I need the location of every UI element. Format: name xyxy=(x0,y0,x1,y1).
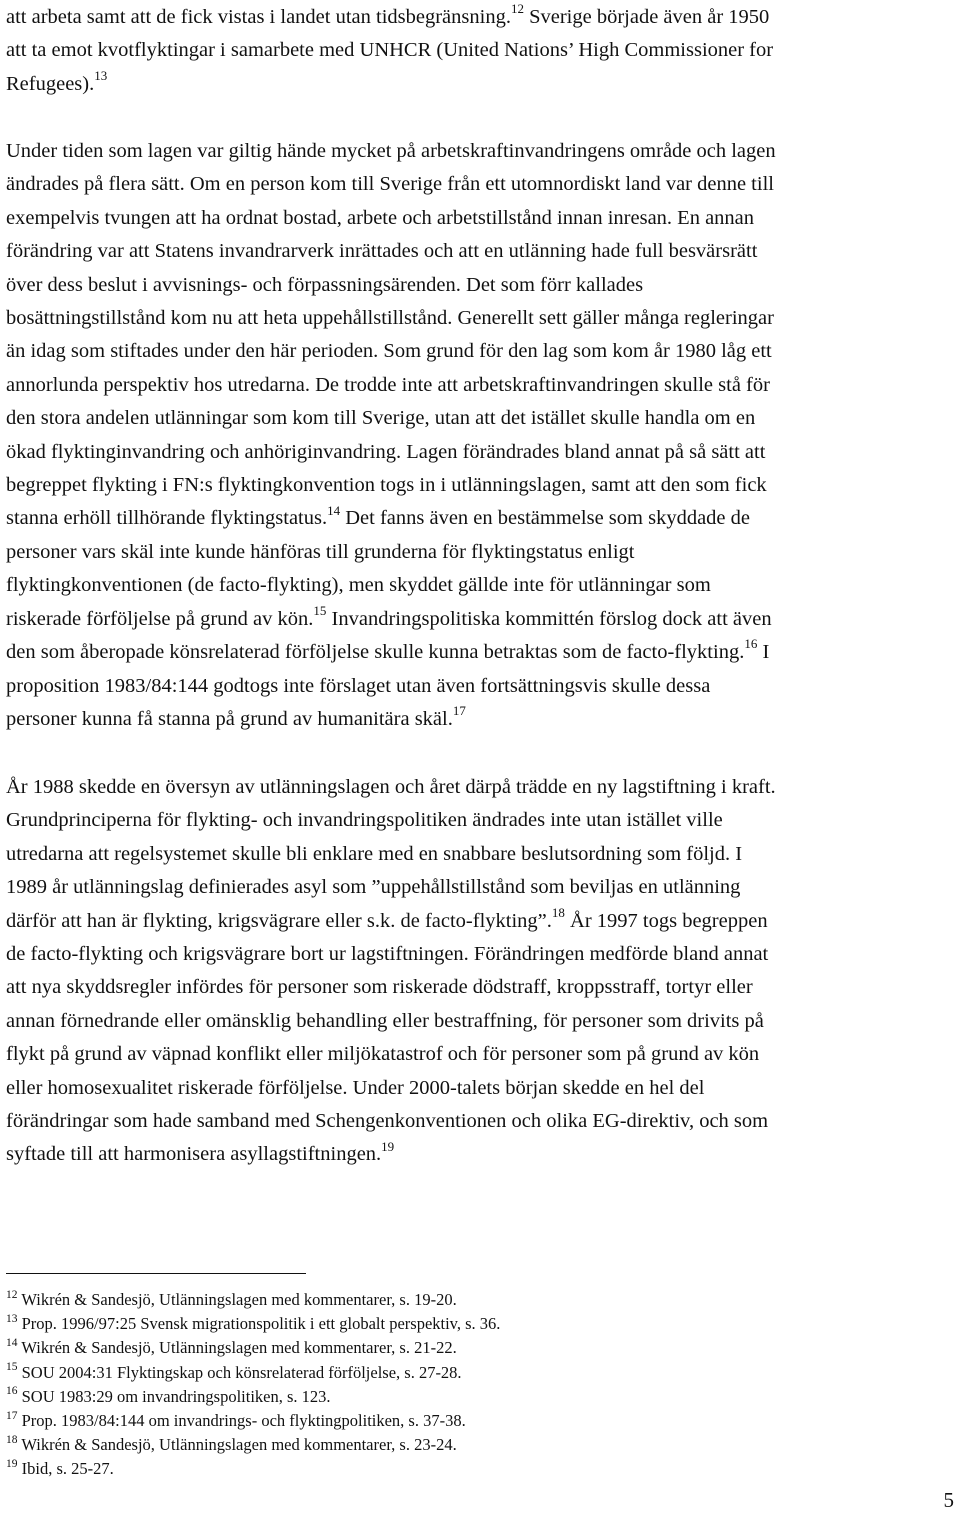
text-line xyxy=(6,703,954,736)
footnote-ref[interactable]: 18 xyxy=(551,904,565,920)
footnote-item xyxy=(6,1433,500,1457)
text-segment: proposition 1983/84:144 godtogs inte förslaget utan även fortsättningsvis skulle dessa xyxy=(6,674,711,697)
text-segment: de facto-flykting och krigsvägrare bort ur lagstiftningen. Förändringen medförde bland annat xyxy=(6,943,769,966)
footnote-ref[interactable]: 14 xyxy=(327,502,341,518)
text-segment: syftade till att harmonisera asyllagstiftningen. xyxy=(6,1143,382,1166)
text-segment: ändrades på flera sätt. Om en person kom till Sverige från ett utomnordiskt land var denne till xyxy=(6,173,774,196)
footnote-item xyxy=(6,1288,500,1312)
text-segment: Grundprinciperna för flykting- och invandringspolitiken ändrades inte utan istället ville xyxy=(6,809,723,832)
paragraph-3 xyxy=(6,771,954,1172)
text-line xyxy=(6,636,954,669)
footnote-ref[interactable]: 12 xyxy=(510,1,524,17)
text-line xyxy=(6,168,954,201)
text-line xyxy=(6,804,954,837)
text-segment: flykt på grund av väpnad konflikt eller miljökatastrof och för personer som på grund av kön xyxy=(6,1043,760,1066)
paragraph-1 xyxy=(6,1,954,101)
footnote-number: 18 xyxy=(6,1433,18,1446)
text-line xyxy=(6,670,954,703)
text-segment: att nya skyddsregler infördes för personer som riskerade dödstraff, kroppsstraff, tortyr eller xyxy=(6,976,753,999)
text-line xyxy=(6,1038,954,1071)
footnote-text: Wikrén & Sandesjö, Utlänningslagen med kommentarer, s. 21-22. xyxy=(17,1338,457,1358)
text-segment: förändringar som hade samband med Schengenkonventionen och olika EG-direktiv, och som xyxy=(6,1110,769,1133)
text-line xyxy=(6,202,954,235)
text-segment: den som åberopade könsrelaterad förföljelse skulle kunna betraktas som de facto-flykting. xyxy=(6,641,745,664)
footnote-text: Prop. 1983/84:144 om invandrings- och flyktingpolitiken, s. 37-38. xyxy=(17,1411,466,1431)
text-line xyxy=(6,1105,954,1138)
text-line xyxy=(6,905,954,938)
footnote-text: Wikrén & Sandesjö, Utlänningslagen med kommentarer, s. 19-20. xyxy=(17,1290,457,1309)
text-line xyxy=(6,569,954,602)
text-line xyxy=(6,771,954,804)
footnote-number: 16 xyxy=(6,1385,18,1398)
text-segment: 1989 år utlänningslag definierades asyl som ”uppehållstillstånd som beviljas en utlänning xyxy=(6,876,741,899)
footnote-ref[interactable]: 19 xyxy=(381,1138,395,1154)
text-segment: att arbeta samt att de fick vistas i landet utan tidsbegränsning. xyxy=(6,6,511,28)
text-line xyxy=(6,1,954,34)
footnote-item xyxy=(6,1409,500,1433)
text-segment: annan förnedrande eller omänsklig behandling eller bestraffning, för personer som drivits på xyxy=(6,1009,764,1032)
text-segment: förändring var att Statens invandrarverk inrättades och att en utlänning hade full besvärsrätt xyxy=(6,240,758,263)
footnote-item xyxy=(6,1385,500,1409)
footnote-text: Ibid, s. 25-27. xyxy=(17,1459,114,1479)
text-segment: Det fanns även en bestämmelse som skyddade de xyxy=(340,507,750,530)
text-segment: annorlunda perspektiv hos utredarna. De trodde inte att arbetskraftinvandringen skulle stå för xyxy=(6,373,770,396)
text-segment: Invandringspolitiska kommittén förslog dock att även xyxy=(326,607,772,630)
footnote-number: 13 xyxy=(6,1312,18,1325)
footnote-text: Prop. 1996/97:25 Svensk migrationspolitik i ett globalt perspektiv, s. 36. xyxy=(17,1314,501,1334)
footnote-number: 12 xyxy=(6,1288,18,1301)
text-segment: bosättningstillstånd kom nu att heta uppehållstillstånd. Generellt sett gäller många regleringar xyxy=(6,307,774,330)
text-segment: I xyxy=(757,641,770,664)
footnote-item xyxy=(6,1312,500,1336)
footnote-item xyxy=(6,1361,500,1385)
text-segment: därför att han är flykting, krigsvägrare eller s.k. de facto-flykting”. xyxy=(6,909,552,932)
text-segment: ökad flyktinginvandring och anhöriginvandring. Lagen förändrades bland annat på så sätt att xyxy=(6,440,766,463)
text-segment: personer kunna få stanna på grund av humanitära skäl. xyxy=(6,707,453,730)
text-segment: den stora andelen utlänningar som kom till Sverige, utan att det istället skulle handla om en xyxy=(6,407,756,430)
text-segment: än idag som stiftades under den här perioden. Som grund för den lag som kom år 1980 låg ett xyxy=(6,340,772,363)
text-segment: exempelvis tvungen att ha ordnat bostad, arbete och arbetstillstånd innan inresan. En annan xyxy=(6,206,755,229)
text-line xyxy=(6,536,954,569)
text-line xyxy=(6,1072,954,1105)
text-segment: stanna erhöll tillhörande flyktingstatus. xyxy=(6,507,328,530)
text-line xyxy=(6,469,954,502)
text-segment: flyktingkonventionen (de facto-flykting), men skyddet gällde inte för utlänningar som xyxy=(6,574,711,597)
text-segment: att ta emot kvotflyktingar i samarbete med UNHCR (United Nations’ High Commissioner for xyxy=(6,39,774,62)
text-segment: utredarna att regelsystemet skulle bli enklare med en snabbare beslutsordning som följd. I xyxy=(6,842,743,865)
footnote-text: Wikrén & Sandesjö, Utlänningslagen med kommentarer, s. 23-24. xyxy=(17,1435,457,1455)
page-number: 5 xyxy=(943,1488,954,1512)
footnote-number: 19 xyxy=(6,1457,18,1470)
footnote-ref[interactable]: 13 xyxy=(94,67,108,83)
footnote-item xyxy=(6,1457,500,1481)
footnote-text: SOU 1983:29 om invandringspolitiken, s. 123. xyxy=(17,1386,331,1406)
text-line xyxy=(6,971,954,1004)
footnote-number: 15 xyxy=(6,1361,18,1374)
text-line xyxy=(6,34,954,67)
text-line xyxy=(6,269,954,302)
footnote-separator xyxy=(6,1273,306,1274)
text-line xyxy=(6,938,954,971)
footnote-ref[interactable]: 16 xyxy=(744,636,758,652)
footnote-number: 14 xyxy=(6,1336,18,1349)
text-line xyxy=(6,68,954,101)
footnote-number: 17 xyxy=(6,1409,18,1422)
text-segment: eller homosexualitet riskerade förföljelse. Under 2000-talets början skedde en hel del xyxy=(6,1076,705,1099)
text-line xyxy=(6,1138,954,1171)
text-segment: begreppet flykting i FN:s flyktingkonvention togs in i utlänningslagen, samt att den som fick xyxy=(6,474,767,497)
text-segment: Under tiden som lagen var giltig hände mycket på arbetskraftinvandringens område och lagen xyxy=(6,140,776,162)
text-segment: personer vars skäl inte kunde hänföras till grunderna för flyktingstatus enligt xyxy=(6,540,635,563)
text-segment: Sverige började även år 1950 xyxy=(523,6,770,28)
text-line xyxy=(6,436,954,469)
footnotes xyxy=(6,1288,500,1482)
footnote-ref[interactable]: 17 xyxy=(452,703,466,719)
text-segment: riskerade förföljelse på grund av kön. xyxy=(6,607,314,630)
text-line xyxy=(6,235,954,268)
text-segment: Refugees). xyxy=(6,72,95,95)
footnote-text: SOU 2004:31 Flyktingskap och könsrelaterad förföljelse, s. 27-28. xyxy=(17,1362,462,1382)
text-line xyxy=(6,302,954,335)
text-line xyxy=(6,502,954,535)
text-line xyxy=(6,838,954,871)
footnote-item xyxy=(6,1336,500,1360)
text-segment: År 1988 skedde en översyn av utlänningslagen och året därpå trädde en ny lagstiftning i kraft. xyxy=(6,776,776,798)
text-line xyxy=(6,335,954,368)
text-line xyxy=(6,135,954,168)
text-line xyxy=(6,369,954,402)
text-segment: År 1997 togs begreppen xyxy=(564,909,768,932)
paragraph-2 xyxy=(6,135,954,736)
text-segment: över dess beslut i avvisnings- och förpassningsärenden. Det som förr kallades xyxy=(6,273,644,296)
text-line xyxy=(6,871,954,904)
text-line xyxy=(6,1005,954,1038)
text-line xyxy=(6,603,954,636)
footnote-ref[interactable]: 15 xyxy=(313,602,327,618)
text-line xyxy=(6,402,954,435)
